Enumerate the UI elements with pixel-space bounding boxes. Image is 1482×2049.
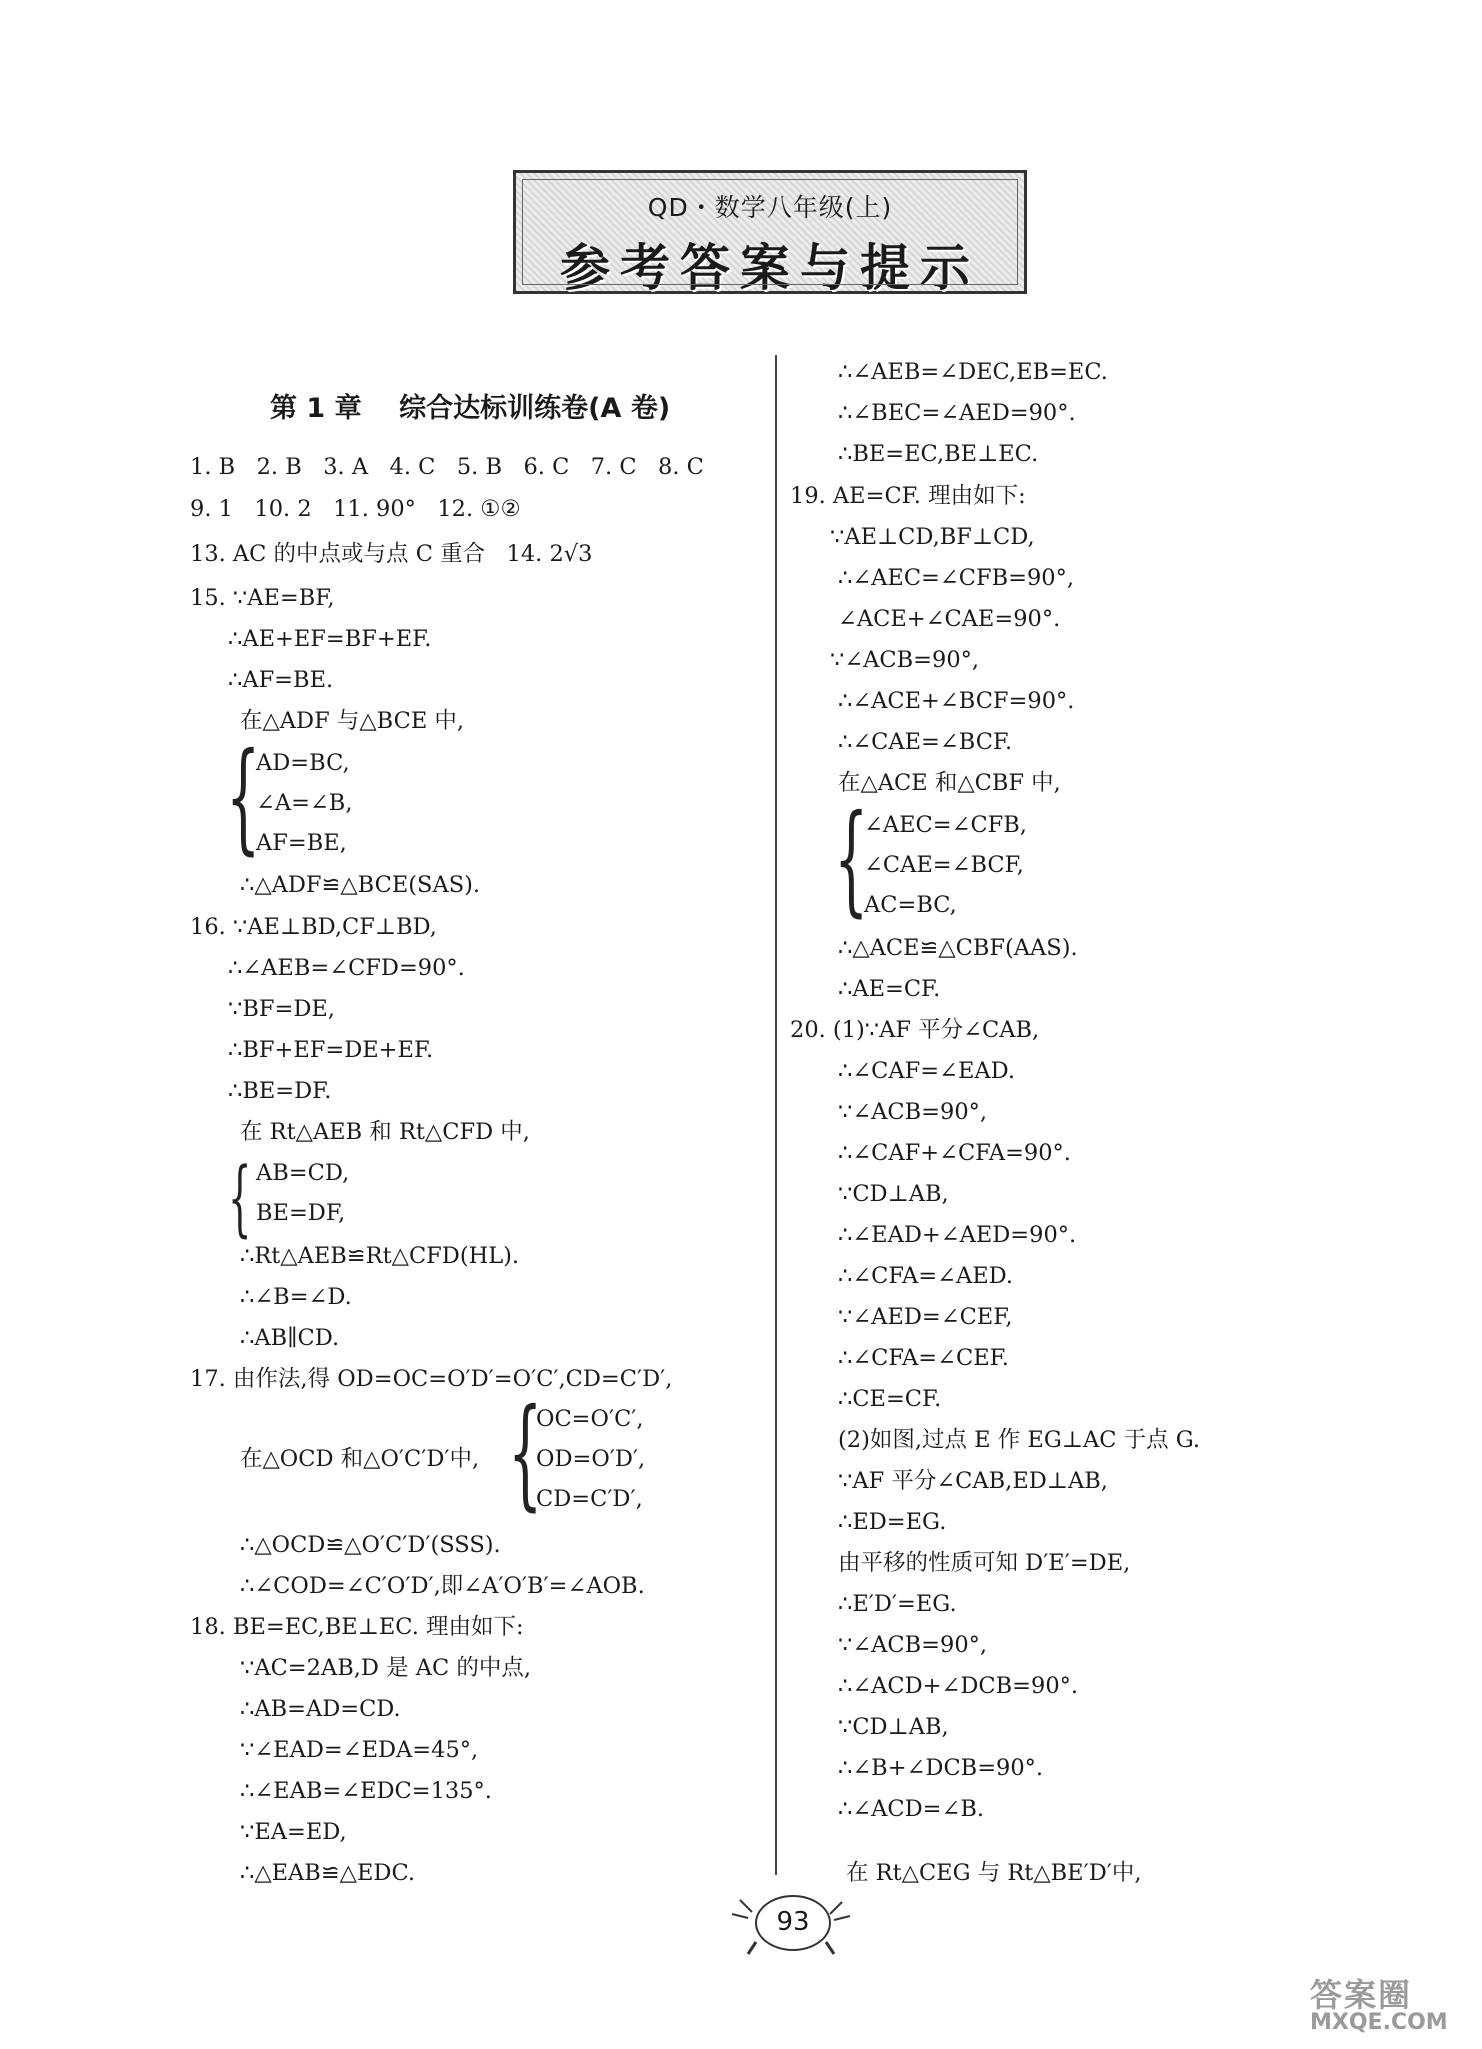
answer-line: OD=O′D′, [536,1446,646,1472]
answer-line: 在△ACE 和△CBF 中, [838,770,1061,796]
answer-line: ∵∠AED=∠CEF, [838,1304,1013,1330]
answer-line: OC=O′C′, [536,1406,644,1432]
answer-line: AC=BC, [864,892,957,918]
answer-line: 15. ∵AE=BF, [190,585,335,611]
answer-line: ∴△EAB≌△EDC. [240,1860,416,1886]
answer-line: ∴BF+EF=DE+EF. [228,1037,434,1063]
answer-line: ∴∠B+∠DCB=90°. [838,1755,1044,1781]
answer-line: ∠CAE=∠BCF, [864,852,1024,878]
title-banner [513,170,1027,297]
section-heading: 第 1 章 综合达标训练卷(A 卷) [270,393,671,424]
answer-line: ∵CD⊥AB, [838,1714,949,1740]
answer-line: ∴∠EAD+∠AED=90°. [838,1222,1077,1248]
answer-line: ∵CD⊥AB, [838,1181,949,1207]
brace-symbol: { [228,1151,252,1246]
answer-line: AD=BC, [256,750,350,776]
answer-line: ∴∠CFA=∠CEF. [838,1345,1009,1371]
book-subtitle: QD・数学八年级(上) [647,193,893,222]
answer-line: ∴∠ACD+∠DCB=90°. [838,1673,1079,1699]
answer-line: 在 Rt△CEG 与 Rt△BE′D′中, [846,1860,1142,1886]
brace-symbol: { [834,790,869,929]
answer-line: AF=BE, [256,830,347,856]
brace-symbol: { [508,1384,543,1523]
answer-line: ∴BE=DF. [228,1078,332,1104]
brace-symbol: { [226,728,261,867]
answer-line: ∴CE=CF. [838,1386,942,1412]
answer-line: ∴∠CAF=∠EAD. [838,1058,1016,1084]
answer-line: ∴AE+EF=BF+EF. [228,626,432,652]
answer-line: 13. AC 的中点或与点 C 重合 14. 2√3 [190,541,593,567]
answer-line: CD=C′D′, [536,1486,643,1512]
answer-line: 17. 由作法,得 OD=OC=O′D′=O′C′,CD=C′D′, [190,1366,673,1392]
answer-line: ∴E′D′=EG. [838,1591,957,1617]
answer-line: ∴∠AEB=∠DEC,EB=EC. [838,359,1108,385]
answer-line: ∴Rt△AEB≌Rt△CFD(HL). [240,1243,520,1269]
answer-line: ∴∠COD=∠C′O′D′,即∠A′O′B′=∠AOB. [240,1573,645,1599]
answer-line: ∵∠ACB=90°, [830,647,980,673]
answer-line: BE=DF, [256,1200,346,1226]
answer-line: ∴△OCD≌△O′C′D′(SSS). [240,1532,501,1558]
answer-line: ∵∠ACB=90°, [838,1632,988,1658]
answer-line: ∵EA=ED, [240,1819,347,1845]
answer-line: ∠AEC=∠CFB, [864,812,1027,838]
answer-line: ∠ACE+∠CAE=90°. [838,606,1061,632]
page-title: 参考答案与提示 [560,239,980,297]
answer-line: ∴∠ACE+∠BCF=90°. [838,688,1075,714]
answer-line: ∴∠CAF+∠CFA=90°. [838,1140,1071,1166]
answer-line: ∴ED=EG. [838,1509,947,1535]
answer-line: ∵AF 平分∠CAB,ED⊥AB, [838,1468,1108,1494]
answer-line: 在 Rt△AEB 和 Rt△CFD 中, [240,1119,530,1145]
answer-line: 1. B 2. B 3. A 4. C 5. B 6. C 7. C 8. C [190,454,704,480]
answer-line: ∴∠BEC=∠AED=90°. [838,400,1076,426]
answer-line: (2)如图,过点 E 作 EG⊥AC 于点 G. [838,1427,1201,1453]
answer-line: 在△OCD 和△O′C′D′中, [240,1446,480,1472]
answer-line: ∴∠AEC=∠CFB=90°, [838,565,1075,591]
answer-line: ∴BE=EC,BE⊥EC. [838,441,1039,467]
answer-line: 18. BE=EC,BE⊥EC. 理由如下: [190,1614,524,1640]
answer-line: 19. AE=CF. 理由如下: [790,483,1026,509]
answer-line: ∵BF=DE, [228,996,335,1022]
answer-line: ∴AE=CF. [838,976,941,1002]
answer-line: ∴AB=AD=CD. [240,1696,401,1722]
answer-line: ∠A=∠B, [256,790,353,816]
answer-line: ∴∠CAE=∠BCF. [838,729,1013,755]
answer-line: 16. ∵AE⊥BD,CF⊥BD, [190,914,437,940]
answer-line: 在△ADF 与△BCE 中, [240,708,465,734]
answer-line: 20. (1)∵AF 平分∠CAB, [790,1017,1040,1043]
column-divider [775,355,777,1875]
answer-line: ∵∠EAD=∠EDA=45°, [240,1737,479,1763]
answer-line: 9. 1 10. 2 11. 90° 12. ①② [190,496,521,522]
answer-line: ∵∠ACB=90°, [838,1099,988,1125]
answer-line: ∴△ADF≌△BCE(SAS). [240,872,481,898]
answer-line: ∴∠ACD=∠B. [838,1796,985,1822]
answer-line: 由平移的性质可知 D′E′=DE, [838,1550,1131,1576]
answer-line: ∵AC=2AB,D 是 AC 的中点, [240,1655,531,1681]
answer-line: ∴△ACE≌△CBF(AAS). [838,935,1078,961]
answer-line: ∵AE⊥CD,BF⊥CD, [830,524,1035,550]
answer-line: ∴∠EAB=∠EDC=135°. [240,1778,492,1804]
watermark-url: MXQE.COM [1310,2010,1448,2035]
answer-line: AB=CD, [256,1160,350,1186]
answer-line: ∴∠B=∠D. [240,1284,352,1310]
answer-line: ∴AF=BE. [228,667,334,693]
page-number: 93 [755,1895,831,1951]
answer-line: ∴AB∥CD. [240,1325,340,1351]
watermark-logo: 答案圈 [1310,1976,1413,2014]
answer-line: ∴∠AEB=∠CFD=90°. [228,955,465,981]
answer-line: ∴∠CFA=∠AED. [838,1263,1014,1289]
